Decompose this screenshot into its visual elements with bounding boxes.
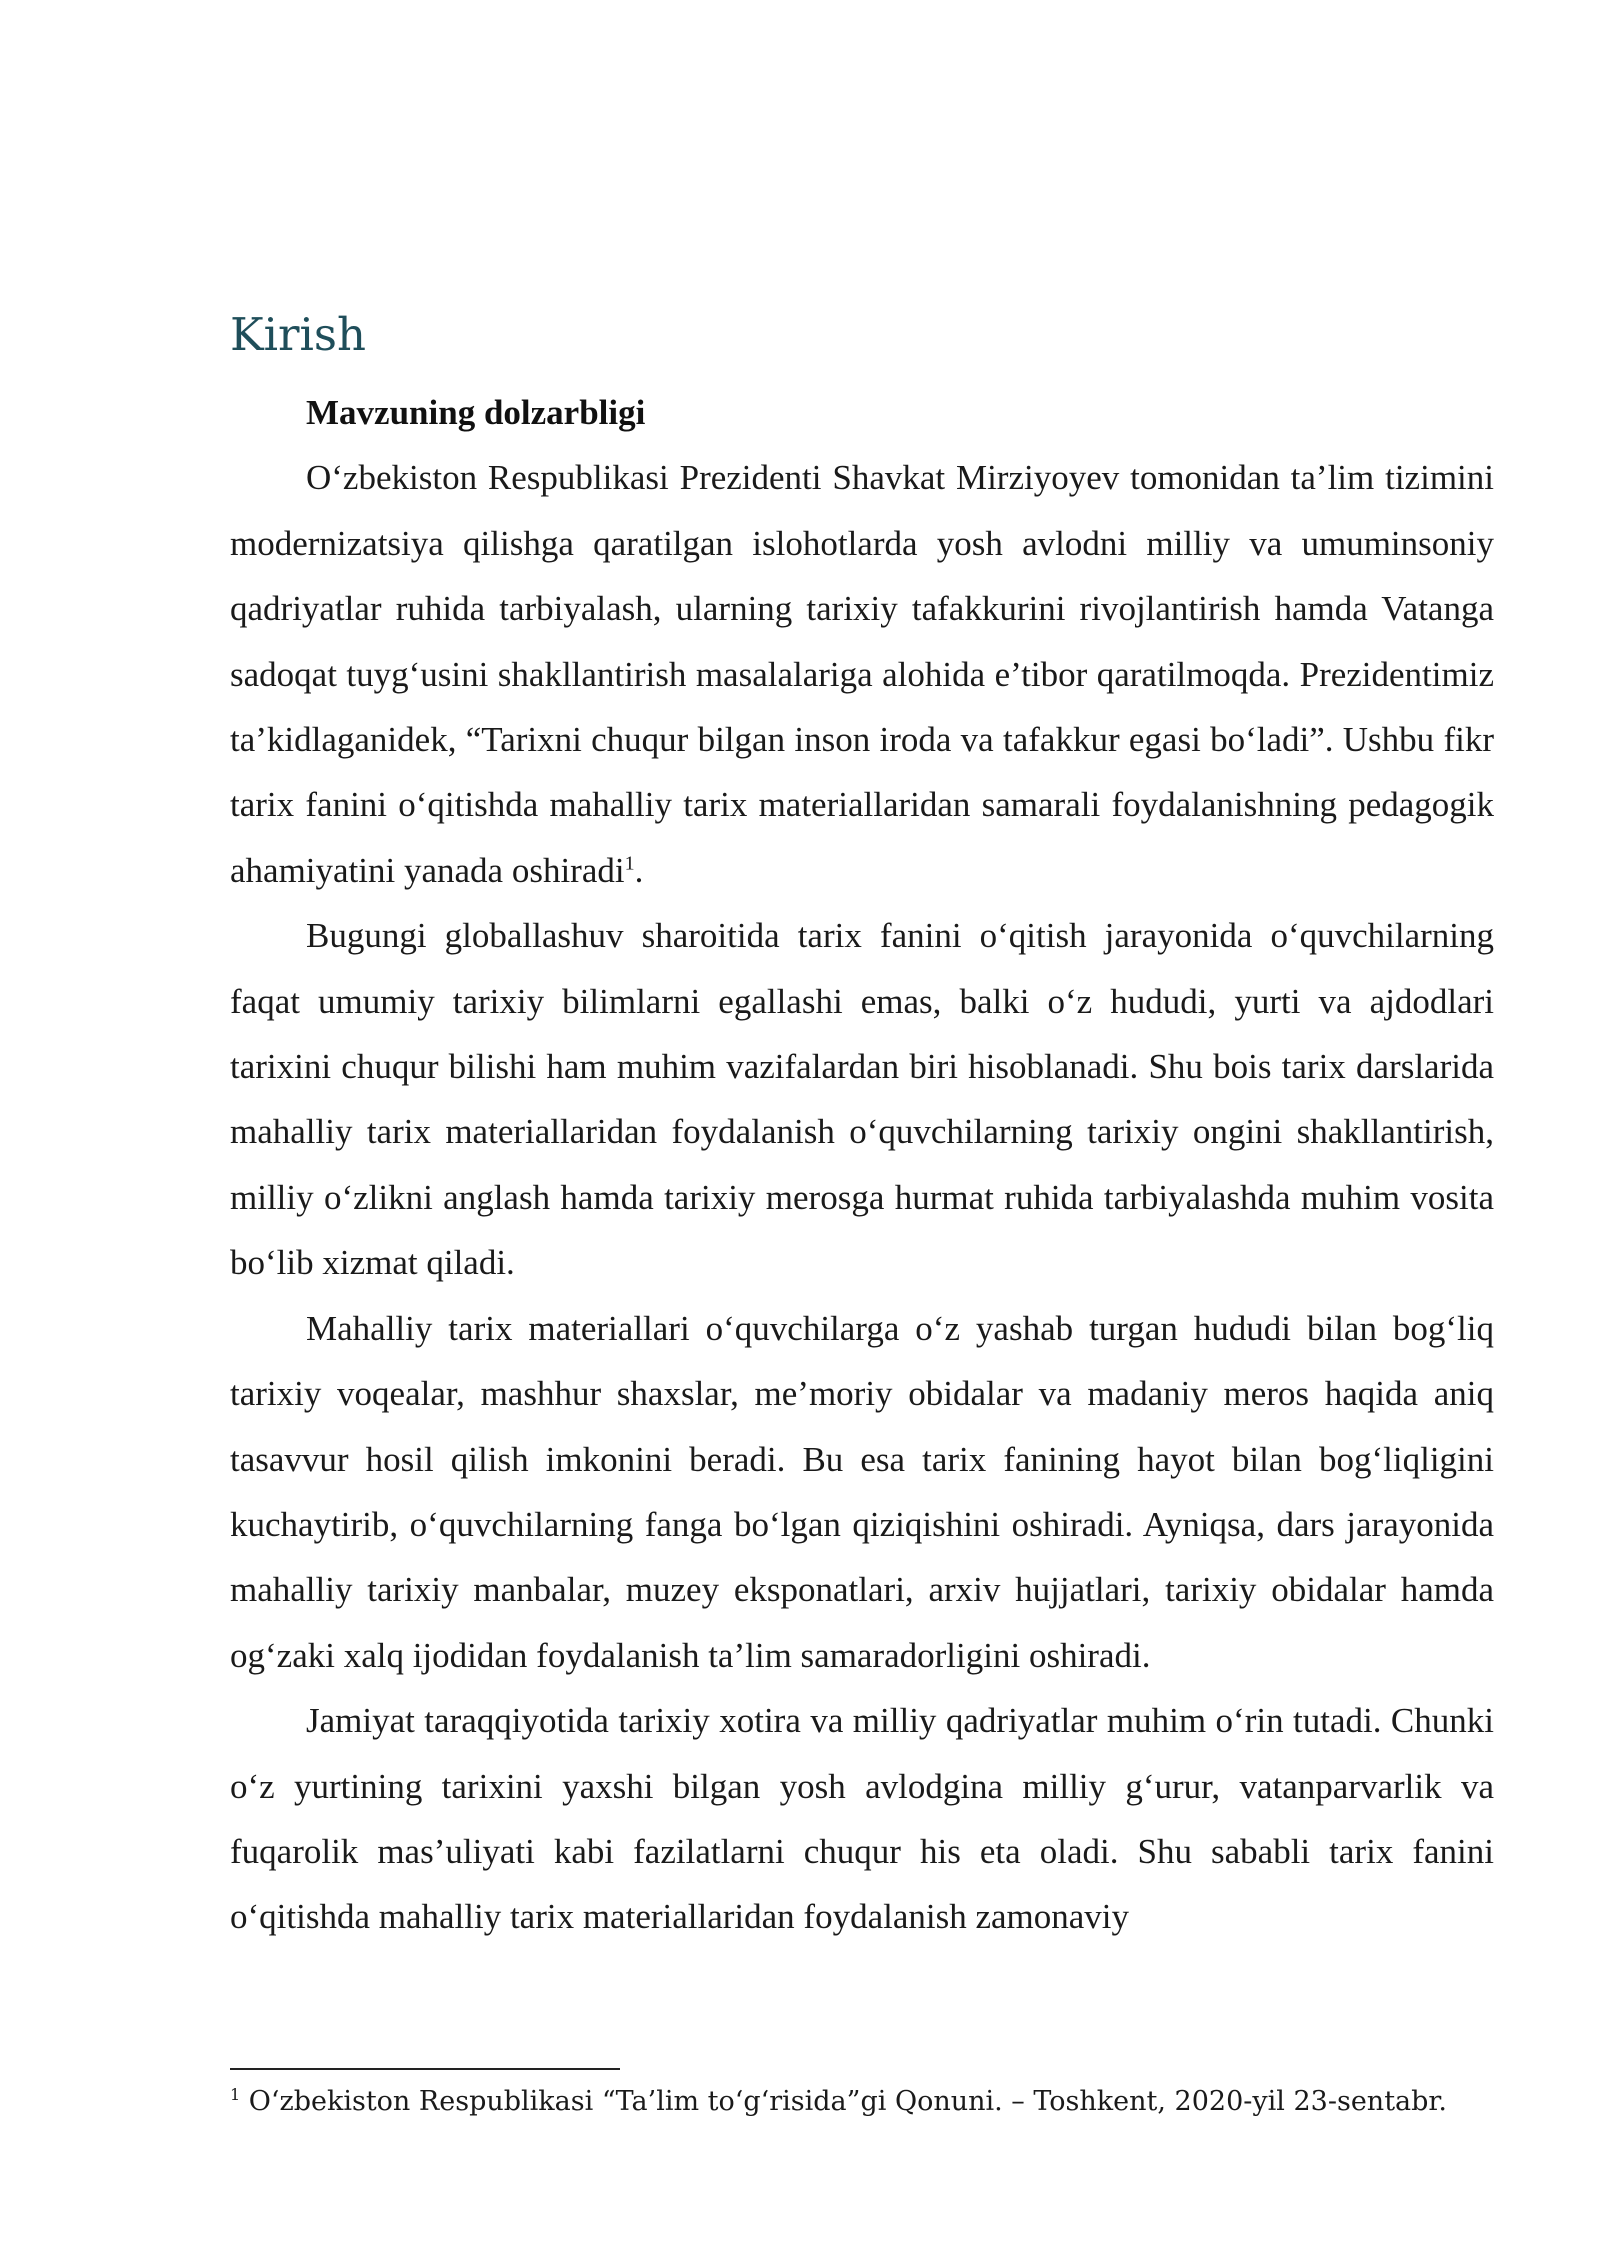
footnote <box>230 2082 1494 2122</box>
paragraph-3 <box>230 1296 1494 1688</box>
chapter-title: Kirish <box>230 308 366 361</box>
body-text <box>230 380 1494 1950</box>
paragraph-2-text: Bugungi globallashuv sharoitida tarix fanini o‘qitish jarayonida o‘quvchilarning faqat umumiy tarixiy bilimlarni egallashi emas, balki o‘z hududi, yurti va ajdodlari tarixini chuqur bilishi ham muhim vazifalardan biri hisoblanadi. Shu bois tarix darslarida mahalliy tarix materiallaridan foydalanish o‘quvchilarning tarixiy ongini shakllantirish, milliy o‘zlikni anglash hamda tarixiy merosga hurmat ruhida tarbiyalashda muhim vosita bo‘lib xizmat qiladi. <box>230 916 1494 1283</box>
paragraph-4 <box>230 1688 1494 1950</box>
paragraph-1-text: O‘zbekiston Respublikasi Prezidenti Shavkat Mirziyoyev tomonidan ta’lim tizimini modernizatsiya qilishga qaratilgan islohotlarda yosh avlodni milliy va umuminsoniy qadriyatlar ruhida tarbiyalash, ularning tarixiy tafakkurini rivojlantirish hamda Vatanga sadoqat tuyg‘usini shakllantirish masalalariga alohida e’tibor qaratilmoqda. Prezidentimiz ta’kidlaganidek, “Tarixni chuqur bilgan inson iroda va tafakkur egasi bo‘ladi”. Ushbu fikr tarix fanini o‘qitishda mahalliy tarix materiallaridan samarali foydalanishning pedagogik ahamiyatini yanada oshiradi <box>230 458 1494 890</box>
paragraph-4-text: Jamiyat taraqqiyotida tarixiy xotira va milliy qadriyatlar muhim o‘rin tutadi. Chunki o‘z yurtining tarixini yaxshi bilgan yosh avlodgina milliy g‘urur, vatanparvarlik va fuqarolik mas’uliyati kabi fazilatlarni chuqur his eta oladi. Shu sababli tarix fanini o‘qitishda mahalliy tarix materiallaridan foydalanish zamonaviy <box>230 1701 1494 1937</box>
paragraph-1-end: . <box>634 850 644 890</box>
footnote-reference: 1 <box>624 852 635 875</box>
footnote-text: O‘zbekiston Respublikasi “Ta’lim to‘g‘risida”gi Qonuni. – Toshkent, 2020-yil 23-sentabr. <box>240 2086 1447 2117</box>
section-heading: Mavzuning dolzarbligi <box>306 393 646 432</box>
paragraph-3-text: Mahalliy tarix materiallari o‘quvchilarga o‘z yashab turgan hududi bilan bog‘liq tarixiy voqealar, mashhur shaxslar, me’moriy obidalar va madaniy meros haqida aniq tasavvur hosil qilish imkonini beradi. Bu esa tarix fanining hayot bilan bog‘liqligini kuchaytirib, o‘quvchilarning fanga bo‘lgan qiziqishini oshiradi. Ayniqsa, dars jarayonida mahalliy tarixiy manbalar, muzey eksponatlari, arxiv hujjatlari, tarixiy obidalar hamda og‘zaki xalq ijodidan foydalanish ta’lim samaradorligini oshiradi. <box>230 1308 1494 1675</box>
footnote-marker: 1 <box>230 2085 241 2104</box>
paragraph-2 <box>230 903 1494 1295</box>
footnote-separator <box>230 2068 620 2070</box>
paragraph-1 <box>230 445 1494 903</box>
